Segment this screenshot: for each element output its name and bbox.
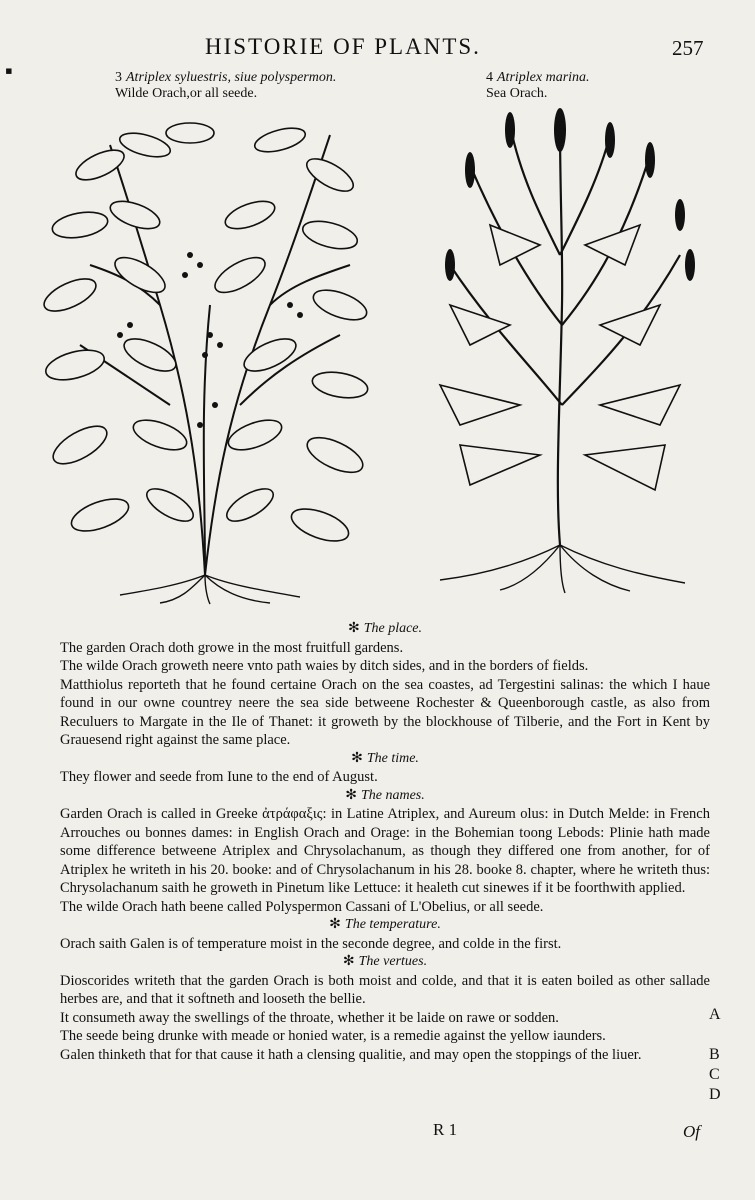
- paragraph: They flower and seede from Iune to the end of August.: [60, 769, 378, 785]
- section-heading-place: ✻ The place.: [347, 621, 423, 636]
- paragraph: Garden Orach is called in Greeke ἀτράφαξις: in Latine Atriplex, and Aureum olus: in Dutch Melde: in French Arrouches ou bonnes dames: in English Orach and Orage: in the Bohemian toong Lebods: Plinie hath made some difference betweene Atriplex and Chrysolachanum, as though they differed one from another, for of Atriplex he writeth in his 20. booke: and of Chrysolachanum in his 28. booke 8. chapter, where he writeth thus: Chrysolachanum saith he groweth in Pinetum like Lettuce: it healeth cut sinewes if it be foorthwith applied.: [60, 806, 710, 896]
- figure-number: 3: [115, 70, 122, 85]
- figure-caption-left: [115, 70, 336, 102]
- section-heading-time: ✻ The time.: [351, 750, 419, 766]
- paragraph: It consumeth away the swellings of the throate, whether it be laide on rawe or sodden.: [60, 1009, 559, 1026]
- figure-latin-name: Atriplex syluestris, siue polyspermon.: [126, 70, 337, 85]
- section-heading-names: ✻ The names.: [345, 787, 425, 803]
- catchword: Of: [683, 1122, 700, 1141]
- paragraph: Galen thinketh that for that cause it hath a clensing qualitie, and may open the stoppings of the liuer.: [60, 1046, 642, 1063]
- margin-ink-mark: ▪: [5, 58, 13, 83]
- figure-latin-name: Atriplex marina.: [497, 70, 590, 85]
- running-title: HISTORIE OF PLANTS.: [205, 34, 481, 59]
- running-head: [0, 34, 755, 64]
- section-heading-temperature: ✻ The temperature.: [329, 917, 441, 932]
- paragraph: The garden Orach doth growe in the most fruitfull gardens.: [60, 639, 404, 656]
- margin-letter: D: [709, 1086, 721, 1103]
- woodcut-wilde-orach: [40, 105, 370, 605]
- figure-english-name: Sea Orach.: [486, 86, 548, 101]
- figure-number: 4: [486, 70, 493, 85]
- woodcut-sea-orach: [410, 105, 710, 605]
- paragraph: Dioscorides writeth that the garden Orach is both moist and colde, and that it is eaten boiled as other sallade herbes are, and that it softneth and looseth the bellie.: [60, 972, 710, 1007]
- margin-letter: A: [709, 1006, 721, 1023]
- section-heading-vertues: ✻ The vertues.: [342, 954, 428, 969]
- page-number: 257: [672, 36, 704, 60]
- paragraph: The seede being drunke with meade or honied water, is a remedie against the yellow iaunders.: [60, 1028, 606, 1044]
- figure-caption-right: [486, 70, 590, 102]
- paragraph: The wilde Orach groweth neere vnto path waies by ditch sides, and in the borders of fields.: [60, 658, 589, 674]
- paragraph: Matthiolus reporteth that he found certaine Orach on the sea coastes, ad Tergestini salinas: the which I haue found in our owne countrey neere the sea side betweene Rochester & Queenborough castle, as also from Reculuers to Margate in the Ile of Thanet: it groweth by the blockhouse of Tilberie, and the Fort in Kent by Grauesend right against the same place.: [60, 676, 710, 748]
- margin-letter: B: [709, 1046, 720, 1063]
- paragraph: The wilde Orach hath beene called Polyspermon Cassani of L'Obelius, or all seede.: [60, 898, 544, 915]
- paragraph: Orach saith Galen is of temperature moist in the seconde degree, and colde in the first.: [60, 935, 562, 952]
- figure-english-name: Wilde Orach,or all seede.: [115, 86, 258, 101]
- body-text: [60, 620, 710, 1064]
- signature-mark: R 1: [433, 1120, 458, 1139]
- margin-letter: C: [709, 1066, 720, 1083]
